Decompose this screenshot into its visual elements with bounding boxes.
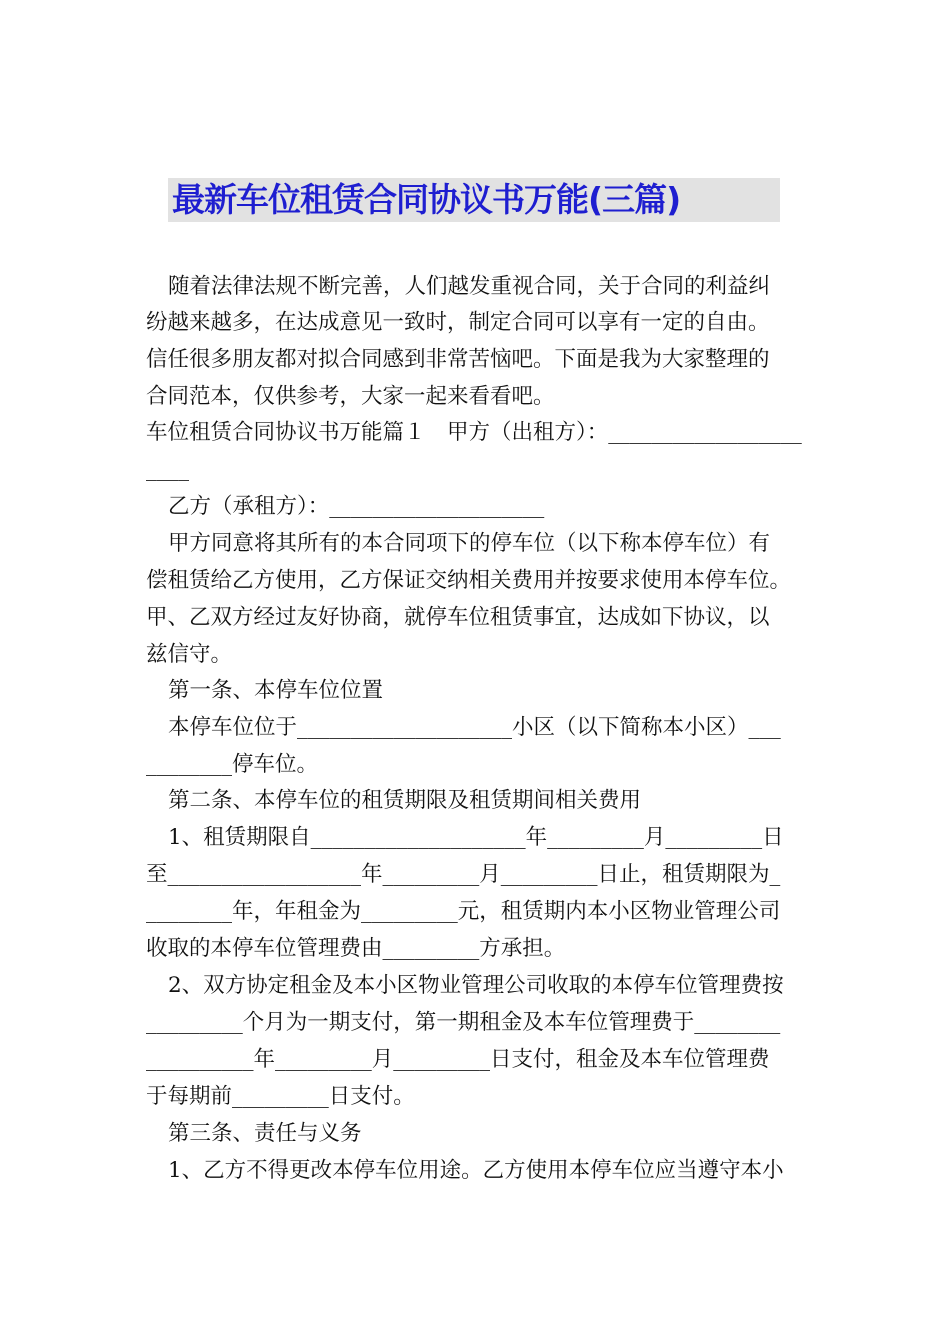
text-line: 随着法律法规不断完善，人们越发重视合同，关于合同的利益纠 (168, 274, 771, 299)
text-line: 信任很多朋友都对拟合同感到非常苦恼吧。下面是我为大家整理的 (146, 347, 770, 372)
text-line: 1、乙方不得更改本停车位用途。乙方使用本停车位应当遵守本小 (168, 1158, 784, 1183)
text-line: __________年_________月_________日支付，租金及本车位管理费 (146, 1047, 770, 1072)
text-line: 至__________________年_________月_________日止，租赁期限为_ (146, 862, 781, 887)
text-line: ________停车位。 (146, 752, 319, 777)
text-line: 2、双方协定租金及本小区物业管理公司收取的本停车位管理费按 (168, 973, 784, 998)
text-line: 偿租赁给乙方使用，乙方保证交纳相关费用并按要求使用本停车位。 (146, 568, 792, 593)
text-line: 合同范本，仅供参考，大家一起来看看吧。 (146, 384, 555, 409)
text-line: 甲、乙双方经过友好协商，就停车位租赁事宜，达成如下协议，以 (146, 605, 770, 630)
text-line: ________年，年租金为_________元，租赁期内本小区物业管理公司 (146, 899, 781, 924)
text-line: ____ (146, 457, 189, 482)
text-line: 兹信守。 (146, 642, 233, 667)
text-line: 1、租赁期限自____________________年_________月_________日 (168, 825, 784, 850)
text-line: 收取的本停车位管理费由_________方承担。 (146, 936, 566, 961)
text-line: 车位租赁合同协议书万能篇１ 甲方（出租方）：__________________ (146, 420, 802, 445)
text-line: _________个月为一期支付，第一期租金及本车位管理费于________ (146, 1010, 781, 1035)
document-body (146, 268, 814, 1188)
text-line: 乙方（承租方）：____________________ (168, 494, 545, 519)
document-title: 最新车位租赁合同协议书万能(三篇) (168, 178, 780, 222)
text-line: 第二条、本停车位的租赁期限及租赁期间相关费用 (168, 788, 642, 813)
text-line: 第三条、责任与义务 (168, 1121, 362, 1146)
text-line: 本停车位位于____________________小区（以下简称本小区）___ (168, 715, 781, 740)
text-line: 甲方同意将其所有的本合同项下的停车位（以下称本停车位）有 (168, 531, 771, 556)
text-line: 于每期前_________日支付。 (146, 1084, 415, 1109)
text-line: 第一条、本停车位位置 (168, 678, 384, 703)
text-line: 纷越来越多，在达成意见一致时，制定合同可以享有一定的自由。 (146, 310, 770, 335)
